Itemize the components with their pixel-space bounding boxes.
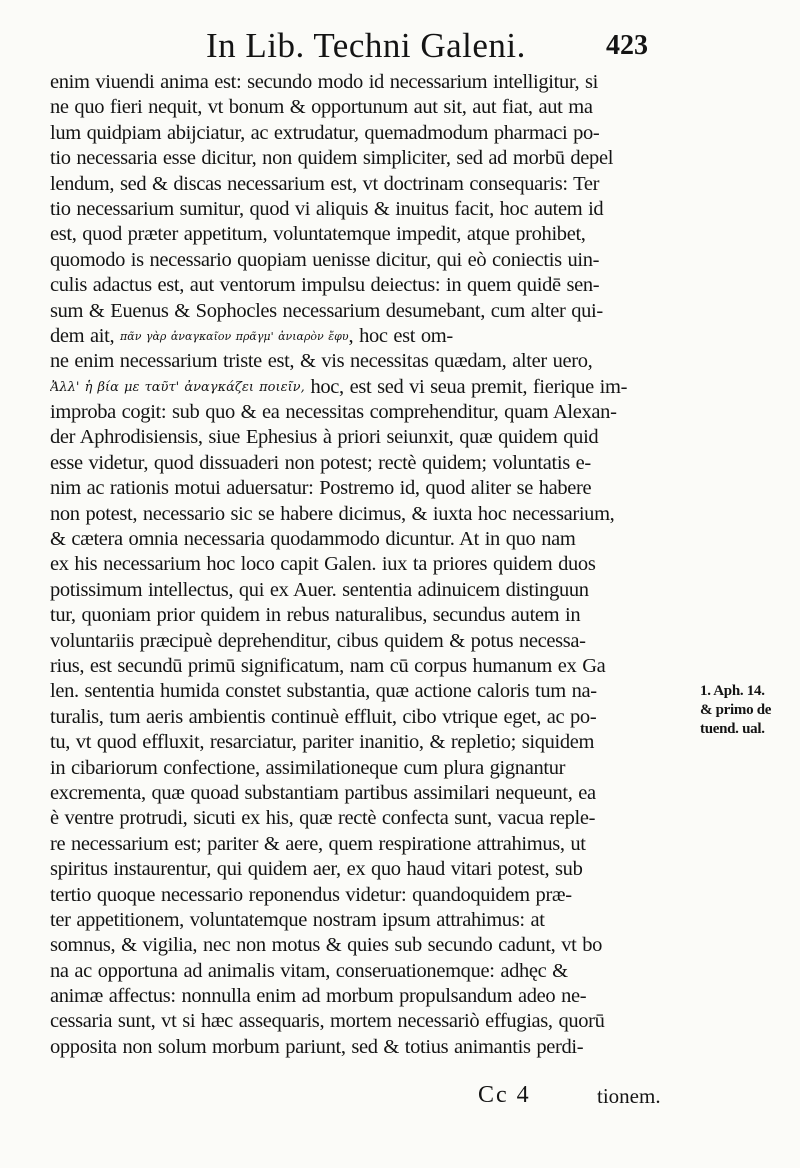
text-line: è ventre protrudi, sicuti ex his, quæ rectè confecta sunt, vacua reple- bbox=[50, 807, 596, 830]
text-fragment: dem ait, bbox=[50, 324, 115, 347]
text-line: nim ac rationis motui aduersatur: Postremo id, quod aliter se habere bbox=[50, 477, 592, 500]
text-line: & cætera omnia necessaria quodammodo dicuntur. At in quo nam bbox=[50, 528, 576, 551]
text-line: enim viuendi anima est: secundo modo id necessarium intelligitur, si bbox=[50, 71, 599, 93]
margin-note-line: 1. Aph. 14. bbox=[700, 683, 765, 699]
page-footer bbox=[0, 1078, 800, 1118]
text-line: ter appetitionem, voluntatemque nostram ipsum attrahimus: at bbox=[50, 908, 545, 931]
body-text bbox=[50, 70, 690, 1060]
page-header bbox=[0, 26, 800, 70]
greek-quote: πᾶν γὰρ ἀναγκαῖον πρᾶγμ' ἀνιαρὸν ἔφυ bbox=[120, 329, 349, 343]
text-line: tio necessarium sumitur, quod vi aliquis & inuitus facit, hoc autem id bbox=[50, 197, 604, 220]
text-line: esse videtur, quod dissuaderi non potest; rectè quidem; voluntatis e- bbox=[50, 451, 591, 474]
text-line: ne enim necessarium triste est, & vis necessitas quædam, alter uero, bbox=[50, 350, 593, 373]
catchword: tionem. bbox=[597, 1084, 661, 1108]
text-line: lum quidpiam abijciatur, ac extrudatur, quemadmodum pharmaci po- bbox=[50, 121, 600, 144]
text-line: animæ affectus: nonnulla enim ad morbum propulsandum adeo ne- bbox=[50, 985, 587, 1008]
text-line: somnus, & vigilia, nec non motus & quies sub secundo cadunt, vt bo bbox=[50, 934, 603, 957]
text-line: tur, quoniam prior quidem in rebus naturalibus, secundus autem in bbox=[50, 604, 581, 627]
text-line: spiritus instaurentur, qui quidem aer, ex quo haud vitari potest, sub bbox=[50, 858, 583, 881]
text-line: tio necessaria esse dicitur, non quidem simpliciter, sed ad morbū depel bbox=[50, 147, 614, 170]
text-line: rius, est secundū primū significatum, nam cū corpus humanum ex Ga bbox=[50, 654, 606, 677]
text-line: der Aphrodisiensis, siue Ephesius à priori seiunxit, quæ quidem quid bbox=[50, 426, 599, 449]
text-line: turalis, tum aeris ambientis continuè effluit, cibo vtrique eget, ac po- bbox=[50, 705, 597, 728]
text-line: quomodo is necessario quopiam uenisse dicitur, qui eò coniectis uin- bbox=[50, 248, 600, 271]
greek-quote: Ἀλλ' ἡ βία με ταῦτ' ἀναγκάζει ποιεῖν, bbox=[50, 379, 305, 395]
text-fragment: , hoc est om- bbox=[348, 324, 453, 347]
text-line: ex his necessarium hoc loco capit Galen. iux ta priores quidem duos bbox=[50, 553, 596, 576]
text-line: potissimum intellectus, qui ex Auer. sententia adinuicem distinguun bbox=[50, 578, 589, 601]
margin-note bbox=[700, 682, 796, 739]
text-line: re necessarium est; pariter & aere, quem respiratione attrahimus, ut bbox=[50, 832, 586, 855]
text-line: improba cogit: sub quo & ea necessitas comprehenditur, quam Alexan- bbox=[50, 401, 617, 424]
running-head: In Lib. Techni Galeni. bbox=[206, 26, 526, 65]
text-line: culis adactus est, aut ventorum impulsu deiectus: in quem quidē sen- bbox=[50, 274, 600, 297]
text-line-with-greek bbox=[50, 324, 690, 349]
text-line: tu, vt quod effluxit, resarciatur, pariter inanitio, & repletio; siquidem bbox=[50, 731, 595, 754]
text-line: non potest, necessario sic se habere dicimus, & iuxta hoc necessarium, bbox=[50, 502, 615, 525]
text-line: sum & Euenus & Sophocles necessarium desumebant, cum alter qui- bbox=[50, 299, 603, 322]
text-line: tertio quoque necessario reponendus videtur: quandoquidem præ- bbox=[50, 883, 572, 906]
margin-note-line: & primo de bbox=[700, 702, 772, 718]
page-number: 423 bbox=[606, 30, 648, 61]
text-line: na ac opportuna ad animalis vitam, conseruationemque: adhęc & bbox=[50, 959, 568, 982]
text-line: cessaria sunt, vt si hæc assequaris, mortem necessariò effugias, quorū bbox=[50, 1010, 605, 1033]
text-line: lendum, sed & discas necessarium est, vt doctrinam consequaris: Ter bbox=[50, 172, 600, 195]
text-line: ne quo fieri nequit, vt bonum & opportunum aut sit, aut fiat, aut ma bbox=[50, 96, 593, 119]
text-line: len. sententia humida constet substantia, quæ actione caloris tum na- bbox=[50, 680, 597, 703]
text-line: voluntariis præcipuè deprehenditur, cibus quidem & potus necessa- bbox=[50, 629, 586, 652]
margin-note-line: tuend. ual. bbox=[700, 721, 765, 737]
text-fragment: hoc, est sed vi seua premit, fierique im- bbox=[304, 375, 628, 398]
text-line: est, quod præter appetitum, voluntatemque impedit, atque prohibet, bbox=[50, 223, 586, 246]
text-line: excrementa, quæ quoad substantiam partibus assimilari nequeunt, ea bbox=[50, 781, 596, 804]
text-line: opposita non solum morbum pariunt, sed & totius animantis perdi- bbox=[50, 1035, 584, 1058]
text-line-with-greek bbox=[50, 375, 690, 400]
text-line: in cibariorum confectione, assimilationeque cum plura gignantur bbox=[50, 756, 566, 779]
signature-mark: Cc 4 bbox=[478, 1082, 531, 1108]
